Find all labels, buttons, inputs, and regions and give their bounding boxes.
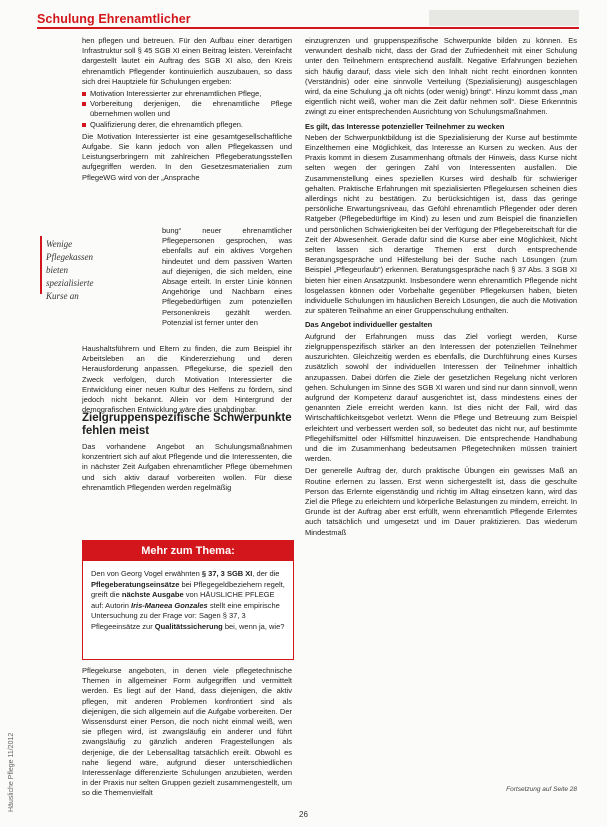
header-tab: [429, 10, 579, 26]
goal-item: Motivation Interessierter zur ehrenamtlichen Pflege,: [82, 89, 292, 99]
right-paragraph-1: einzugrenzen und gruppenspezifische Schwerpunkte bilden zu können. Es verwundert deshalb nicht, dass der Grad der Zufriedenheit mit einer Schulung unter den Teilnehmern entsprechend ausfällt. Negative Erfahrungen beziehen sich häufig darauf, dass viele sich den Inhalt nicht recht einordnen konnten (Verständnis) oder eine sinnvolle Verteilung (Spezialisierung) ausgeschlagen wird, da eine Schulung „ja oft nichts (oder wenig) bringt“. Hinzu kommt dass „man eigentlich nicht weiß, woher man die Zeit dafür nehmen soll“. Diese Erkenntnis zwingt zu einer entsprechenden Ausrichtung von Schulungsmaßnahmen.: [305, 36, 577, 117]
info-highlight: nächste Ausgabe: [121, 590, 184, 600]
left-column-top: [82, 36, 292, 185]
info-box-title: Mehr zum Thema:: [83, 541, 293, 561]
info-highlight: § 37, 3 SGB XI: [201, 569, 253, 578]
info-text: Den von Georg Vogel erwähnten: [91, 569, 202, 578]
info-text: stellt eine empirische Untersuchung zu der Frage vor: Sagen § 37, 3 Pflegeeinsätze zur: [91, 600, 280, 631]
info-text: bei Pflegegeldbeziehern regelt, greift die: [91, 579, 285, 600]
page-number: 26: [299, 810, 308, 819]
section-heading: Zielgruppenspezifische Schwerpunkte fehlen meist: [82, 412, 292, 437]
info-text: , der die: [252, 569, 280, 578]
right-paragraph-3: Aufgrund der Erfahrungen muss das Ziel vorliegt werden, Kurse zielgruppenspezifisch stärker an den Interessen der potenziellen Teilnehmer auszurichten. Gleichzeitig werden es ebenfalls, die Durchführung eines Kurses zusätzlich sowohl der individuellen Interessen der Teilnehmer inhaltlich anzupassen. Dabei dürfen die Ziele der gesetzlichen Regelung nicht verloren gehen. Schulungen im Sinne des SGB XI waren und sind nur dann sinnvoll, wenn aufgrund der Kompetenz darauf ausgerichtet ist, dass mindestens eines der genannten Ziele erreicht werden kann. Ist dies nicht der Fall, wird das Wirtschaftlichkeitsgebot verletzt. Wenn die Pflege und Betreuung zum Beispiel erleichtert und verbessert werden soll, so bedeutet das nicht nur, auf bestimmte Pflegehilfsmittel oder Hilfsmittel hinzuweisen. Die entsprechende Handhabung und die im Zusammenhang bedeutsamen Pflegetechniken müssen trainiert werden.: [305, 331, 577, 464]
info-author: Iris-Maneea Gonzales: [131, 600, 208, 610]
left-intro: hen pflegen und betreuen. Für den Aufbau einer derartigen Infrastruktur soll § 45 SGB XI einen Beitrag leisten. Vereinfacht dargestellt lautet ein Auftrag des SGB XI also, den Kreis ehrenamtlich Pflegender kontinuierlich auszubauen, so dass sich drei Hauptziele für Schulungen ergeben:: [82, 36, 292, 86]
right-paragraph-2: Neben der Schwerpunktbildung ist die Spezialisierung der Kurse auf bestimmte Einzelthemen eine Möglichkeit, das Interesse an Kursen zu wecken. Aus der Praxis kommt in diesem Zusammenhang oftmals der Hinweis, dass Kurse nicht selten wegen der geringen Zahl von Interessenten ausfallen. Die Zusammenstellung eines speziellen Kurses wird deshalb für schwieriger gehalten. Praktische Erfahrungen mit spezialisierten Pflegekursen scheinen dies allerdings nicht zu bestätigen. Zu berücksichtigen ist, dass das geringe persönliche Erwartungsniveau, das Gefühl ehrenamtlich Pflegender oder deren Ratgeber (Pflegebedürftige im Kind) zu lesen und zum Beispiel die finanziellen und persönlichen Schwierigkeiten bei der Verfügung der Pflegebereitschaft für die Zeit der Abwesenheit. Gerade dafür sind die Kurse aber eine Möglichkeit, Nicht selten lassen sich derartige Themen erst durch entsprechende Beratungsgespräche und Hilfestellung bei der Suche nach Lösungen (zum Beispiel „Pflegeurlaub“) erkennen. Beratungsgespräche nach § 37 Abs. 3 SGB XI bieten hier einen Ansatzpunkt. Insbesondere wenn ehrenamtlich Pflegende nicht losgelassen können oder Vorbehalte gegenüber Pflegekursen haben, bieten individuelle Schulungen im häuslichen Bereich Lösungen, die auch die Motivation zur späteren Teilnahme an einer Gruppenschulung enthalten.: [305, 132, 577, 316]
right-column: [305, 36, 577, 540]
info-highlight: Pflegeberatungseinsätze: [91, 579, 180, 589]
left-paragraph-2: Die Motivation Interessierter ist eine gesamtgesellschaftliche Aufgabe. Sie kann jedoch von allen Pflegekassen und Leistungserbringern mit zahlreichen Pflegeberatungsstellen aufgegriffen werden. In den Gesetzesmaterialien zum PflegeWG wird von der „Ansprache: [82, 131, 292, 182]
info-text: bei, wenn ja, wie?: [222, 621, 285, 631]
right-subheading-2: Das Angebot individueller gestalten: [305, 320, 433, 330]
pull-quote-bar: [40, 236, 42, 294]
left-paragraph-4: Das vorhandene Angebot an Schulungsmaßnahmen konzentriert sich auf akut Pflegende und die Interessenten, die in nächster Zeit Aufgaben ehrenamtlicher Pflege übernehmen und sich aktiv darauf vorbereiten wollen. Für diese ehrenamtlich Pflegenden werden regelmäßig: [82, 442, 292, 492]
info-box: [82, 540, 294, 660]
left-paragraph-5: Pflegekurse angeboten, in denen viele pflegetechnische Themen in allgemeiner Form aufgegriffen und vermittelt werden. Es liegt auf der Hand, dass diejenigen, die aktiv pflegen, mit anderen Problemen konfrontiert sind als diejenigen, die sich allgemein auf die Aufgabe vorbereiten. Der Wissensdurst einer Person, die noch nicht einmal weiß, wen sie pflegen wird, ist zwangsläufig ein anderer und führt zwangsläufig zu gänzlich anderen Fragestellungen als derjenige, die der Lebensalltag tatsächlich ereilt. Obwohl es nahe liegend wäre, aufgrund dieser unterschiedlichen Interessenlage differenzierte Schulungen anzubieten, werden in der Praxis nur selten Gruppen gezielt zusammengestellt, um so die Themenvielfalt: [82, 666, 292, 798]
header-rule: [37, 27, 579, 29]
continuation-note: Fortsetzung auf Seite 28: [506, 786, 577, 793]
pull-quote-text: Wenige Pflegekassen bieten spezialisierte Kurse an: [46, 239, 94, 301]
side-footer-text: Häusliche Pflege 11/2012: [8, 732, 15, 812]
side-footer: [8, 708, 22, 818]
right-paragraph-4: Der generelle Auftrag der, durch praktische Übungen ein gewisses Maß an Routine erlernen zu lassen. Erst wenn sichergestellt ist, dass die geschulte Person das Erlernte eigenständig und richtig im Alltag einsetzen kann, wird das Ziel die Pflege zu erleichtern und körperliche Belastungen zu mindern, erreicht. In Grunde ist der Auftrag aber erst erfüllt, wenn ehrenamtlich Pflegende Erlerntes auch tatsächlich und umgesetzt und im Dauer praktizieren. Das wiederum Mindestmaß: [305, 466, 577, 537]
goal-item: Vorbereitung derjenigen, die ehrenamtliche Pflege übernehmen wollen und: [82, 99, 292, 119]
left-wrap-paragraph: bung“ neuer ehrenamtlicher Pflegepersonen gesprochen, was ebenfalls auf ein aktives Vorgehen hindeutet und dem passiven Warten auf diejenigen, die sich melden, eine Absage erteilt. In erster Linie können Angehörige und Nachbarn eines Pflegebedürftigen zum potenziellen Personenkreis gezählt werden. Potenzial ist ferner unter den: [162, 226, 292, 327]
info-box-body: [91, 569, 287, 633]
header-title: Schulung Ehrenamtlicher: [37, 12, 191, 26]
goal-list: [82, 89, 292, 130]
goal-item: Qualifizierung derer, die ehrenamtlich pflegen.: [82, 120, 292, 130]
right-subheading-1: Es gilt, das Interesse potenzieller Teilnehmer zu wecken: [305, 121, 505, 131]
page-header: [37, 10, 587, 30]
info-text: von HÄUSLICHE PFLEGE auf: Autorin: [91, 590, 275, 610]
info-highlight: Qualitätssicherung: [154, 621, 223, 631]
left-paragraph-3: Haushaltsführern und Eltern zu finden, die zum Beispiel ihr Arbeitsleben an die Kindererziehung und deren Herausforderung anpassen. Pflegekurse, die speziell den Zweck verfolgen, durch Motivation Interessierter die Entwicklung einer neuen Kultur des Helfens zu fördern, sind jedoch nicht bekannt. Allein vor dem Hintergrund der demografischen Entwicklung wäre dies unabdingbar.: [82, 344, 292, 415]
